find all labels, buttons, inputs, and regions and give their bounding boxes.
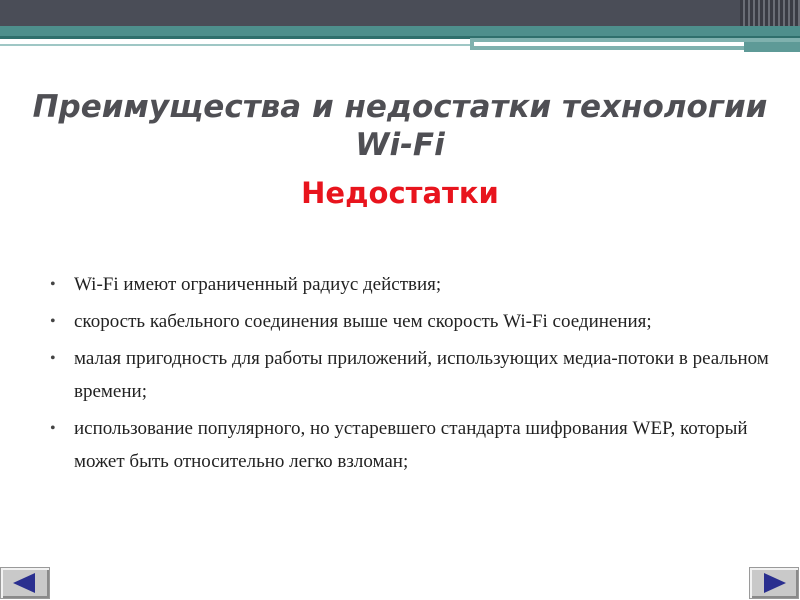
top-bar-stripes xyxy=(740,0,800,26)
triangle-right-icon xyxy=(750,568,798,598)
top-bar xyxy=(0,0,800,26)
list-item-text: малая пригодность для работы приложений, использующих медиа-потоки в реальном времени; xyxy=(74,348,769,402)
bullet-icon: • xyxy=(50,420,56,437)
list-item xyxy=(50,342,770,408)
previous-slide-button[interactable] xyxy=(0,567,50,599)
list-item xyxy=(50,412,770,478)
list-item xyxy=(50,268,770,301)
list-item-text: использование популярного, но устаревшего стандарта шифрования WEP, который может быть относительно легко взломан; xyxy=(74,418,748,472)
decorative-band-inner xyxy=(474,42,744,46)
decorative-band-end xyxy=(744,42,800,52)
list-item-text: скорость кабельного соединения выше чем скорость Wi-Fi соединения; xyxy=(74,311,652,332)
bullet-icon: • xyxy=(50,350,56,367)
decorative-line xyxy=(0,44,470,46)
list-item xyxy=(50,305,770,338)
bullet-icon: • xyxy=(50,313,56,330)
slide-subtitle: Недостатки xyxy=(301,176,499,210)
slide-title: Преимущества и недостатки технологии Wi-Fi xyxy=(32,89,768,163)
triangle-left-icon xyxy=(1,568,49,598)
next-slide-button[interactable] xyxy=(749,567,799,599)
bullet-icon: • xyxy=(50,276,56,293)
bullet-list xyxy=(50,268,770,478)
list-item-text: Wi-Fi имеют ограниченный радиус действия; xyxy=(74,274,442,295)
